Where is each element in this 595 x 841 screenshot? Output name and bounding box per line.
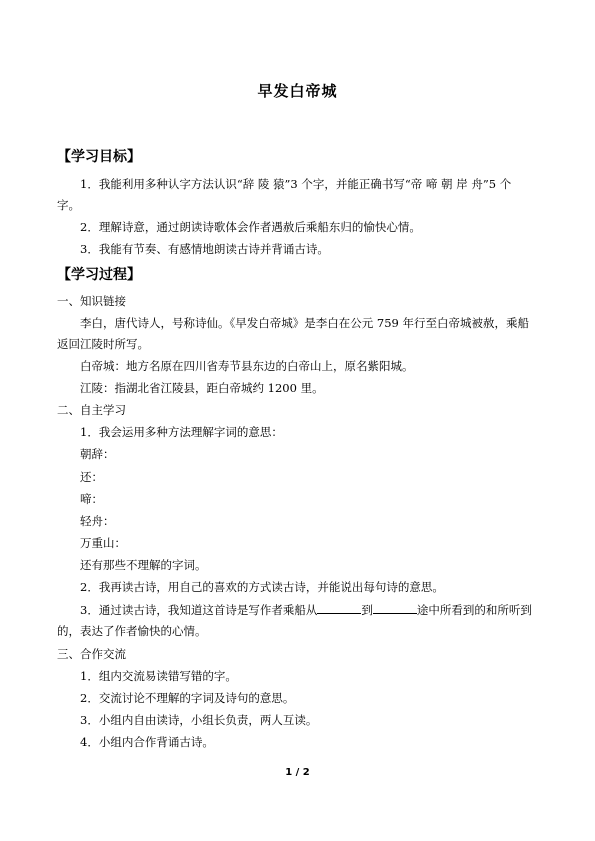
self-study-q1: 1．我会运用多种方法理解字词的意思： <box>80 425 283 439</box>
knowledge-link-heading: 一、知识链接 <box>57 294 126 308</box>
cooperation-item-2: 2．交流讨论不理解的字词及诗句的意思。 <box>80 691 295 705</box>
q3-suffix: 途中所看到的和所听到 <box>416 603 532 617</box>
q3-mid: 到 <box>361 603 373 617</box>
word-chaoci: 朝辞： <box>80 447 115 461</box>
word-qingzhou: 轻舟： <box>80 514 115 528</box>
blank-to[interactable] <box>373 602 417 614</box>
cooperation-item-4: 4．小组内合作背诵古诗。 <box>80 735 214 749</box>
knowledge-para-2: 白帝城：地方名原在四川省寿节县东边的白帝山上，原名紫阳城。 <box>80 359 414 373</box>
knowledge-para-1: 李白，唐代诗人，号称诗仙。《早发白帝城》是李白在公元 759 年行至白帝城被赦，乘船 <box>80 316 530 330</box>
page-number: 1 / 2 <box>285 767 310 778</box>
blank-from[interactable] <box>317 602 361 614</box>
self-study-q2: 2．我再读古诗，用自己的喜欢的方式读古诗，并能说出每句诗的意思。 <box>80 580 444 594</box>
goal-item-1-cont: 字。 <box>57 198 80 212</box>
goal-item-2: 2．理解诗意，通过朗读诗歌体会作者遇赦后乘船东归的愉快心情。 <box>80 220 421 234</box>
word-wanchongshan: 万重山： <box>80 536 126 550</box>
knowledge-para-3: 江陵：指湖北省江陵县，距白帝城约 1200 里。 <box>80 381 324 395</box>
learning-goals-heading: 【学习目标】 <box>57 149 141 165</box>
learning-process-heading: 【学习过程】 <box>57 267 141 283</box>
page-title: 早发白帝城 <box>257 82 338 100</box>
goal-item-1: 1．我能利用多种认字方法认识“辞 陵 猿”3 个字，并能正确书写“帝 啼 朝 岸 舟”5 个 <box>80 177 512 191</box>
self-study-heading: 二、自主学习 <box>57 403 126 417</box>
knowledge-para-1-cont: 返回江陵时所写。 <box>57 337 149 351</box>
word-unknown: 还有那些不理解的字词。 <box>80 558 207 572</box>
cooperation-item-1: 1．组内交流易读错写错的字。 <box>80 669 237 683</box>
cooperation-item-3: 3．小组内自由读诗，小组长负责，两人互读。 <box>80 713 318 727</box>
self-study-q3 <box>80 602 532 617</box>
goal-item-3: 3．我能有节奏、有感情地朗读古诗并背诵古诗。 <box>80 242 329 256</box>
cooperation-heading: 三、合作交流 <box>57 647 126 661</box>
self-study-q3-cont: 的，表达了作者愉快的心情。 <box>57 624 207 638</box>
q3-prefix: 3．通过读古诗，我知道这首诗是写作者乘船从 <box>80 603 318 617</box>
word-ti: 啼： <box>80 492 103 506</box>
word-huan: 还： <box>80 470 103 484</box>
